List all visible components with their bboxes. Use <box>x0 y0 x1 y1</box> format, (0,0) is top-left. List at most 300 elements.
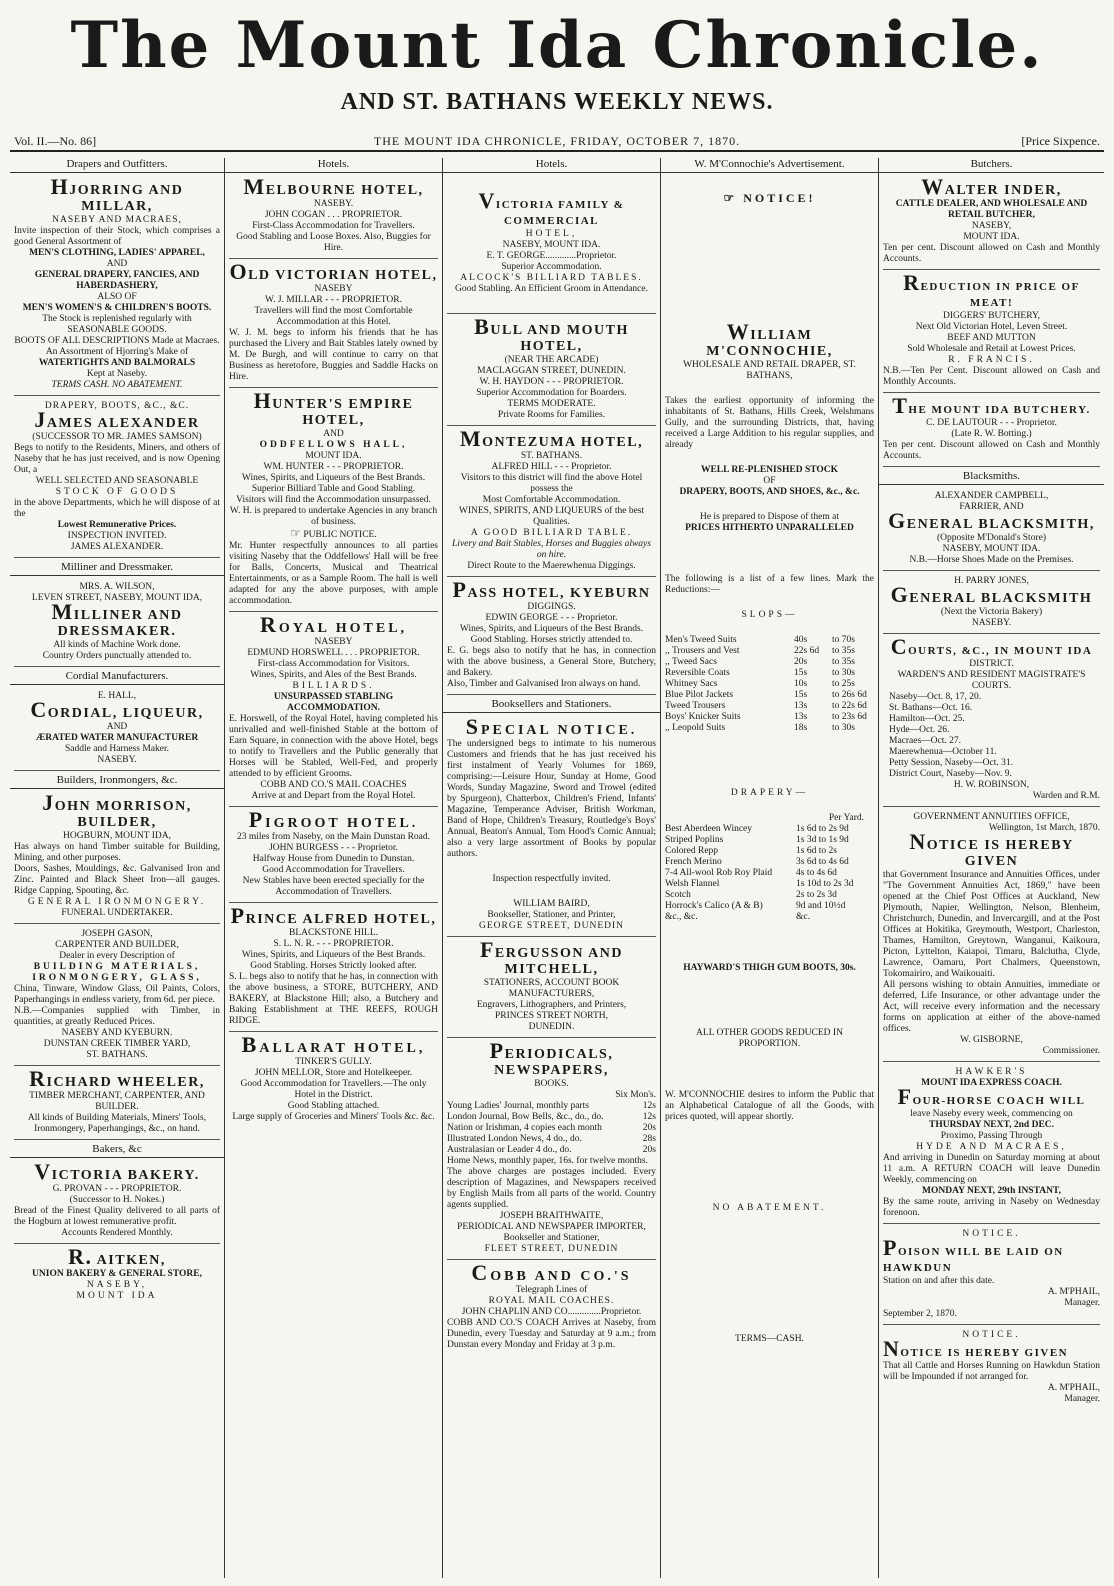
ad-name: JAMES ALEXANDER <box>34 407 200 432</box>
ad-line: New Stables have been erected specially for the Accommodation of Travellers. <box>242 876 425 897</box>
ad-line: NASEBY. <box>971 618 1012 628</box>
list-item <box>665 635 874 646</box>
ad-line: Engravers, Lithographers, and Printers, <box>476 1000 627 1010</box>
ad-line: MRS. A. WILSON, <box>79 582 155 592</box>
ad-line: Also, Timber and Galvanised Iron always on hand. <box>447 679 641 689</box>
ad-line: Visitors to this district will find the above Hotel possess the <box>460 473 643 494</box>
ad-line: September 2, 1870. <box>883 1309 957 1319</box>
periodicals-price-list <box>447 1101 656 1156</box>
ad-line: WATERTIGHTS AND BALMORALS <box>38 358 196 368</box>
item-price: 1s 3d to 1s 9d <box>796 835 849 845</box>
ad-wheeler <box>14 1066 220 1140</box>
ad-line: S. L. begs also to notify that he has, in connection with the above business, a STORE, BUTCHERY, AND BAKERY, at Blackstone Hill; also, a Butchery and Baking Establishment at THE REEFS, ROUGH RIDGE. <box>229 972 438 1026</box>
ad-name: VICTORIA FAMILY & COMMERCIAL <box>478 188 625 227</box>
item-price-to: to 35s <box>832 657 855 667</box>
ad-name: PIGROOT HOTEL. <box>248 807 419 832</box>
ad-line: PRICES HITHERTO UNPARALLELED <box>685 523 854 533</box>
ad-line: ALCOCK'S BILLIARD TABLES. <box>460 273 643 283</box>
ad-poison-notice <box>883 1227 1100 1325</box>
list-item <box>665 712 874 723</box>
ad-pigroot-hotel <box>229 807 438 903</box>
list-item <box>665 879 874 890</box>
ad-line: W. GISBORNE, <box>960 1035 1023 1045</box>
ad-line: (Opposite M'Donald's Store) <box>937 533 1046 543</box>
ad-line: COBB AND CO.'S MAIL COACHES <box>260 780 407 790</box>
ad-line: By the same route, arriving in Naseby on Wednesday forenoon. <box>883 1197 1100 1218</box>
ad-line: Invite inspection of their Stock, which comprises a good General Assortment of <box>14 226 220 247</box>
ad-line: ALFRED HILL - - - Proprietor. <box>491 462 612 472</box>
ad-line: BOOTS OF ALL DESCRIPTIONS Made at Macraes. <box>14 336 220 346</box>
ad-name: SPECIAL NOTICE. <box>465 714 638 739</box>
ad-line: FLEET STREET, DUNEDIN <box>484 1244 619 1254</box>
ad-diggers-butchery <box>883 270 1100 393</box>
item-price: 1s 6d to 2s 9d <box>796 824 849 834</box>
ad-line: W. J. MILLAR - - - PROPRIETOR. <box>265 295 402 305</box>
ad-line: GEORGE STREET, DUNEDIN <box>478 921 625 931</box>
ad-line: DRAPERY— <box>730 788 809 798</box>
list-item <box>665 701 874 712</box>
ad-line: OF <box>763 476 776 486</box>
list-item: Hamilton—Oct. 25. <box>889 714 965 724</box>
ad-name: BALLARAT HOTEL, <box>241 1032 426 1057</box>
section-heading: Blacksmiths. <box>879 470 1104 485</box>
ad-line: W. J. M. begs to inform his friends that he has purchased the Livery and Bait Stables lately owned by M. De Burgh, and will continue to carry on that Business as heretofore, Buggies and Saddle Hacks on Hire. <box>229 328 438 382</box>
ad-line: leave Naseby every week, commencing on <box>910 1109 1073 1119</box>
ad-line: Sold Wholesale and Retail at Lowest Prices. <box>907 344 1076 354</box>
ad-name: NOTICE IS HEREBY GIVEN <box>883 1336 1069 1361</box>
ad-line: NASEBY. <box>313 199 354 209</box>
ad-line: Arrive at and Depart from the Royal Hotel. <box>251 791 416 801</box>
ad-name: OLD VICTORIAN HOTEL, <box>229 259 438 284</box>
ad-inder <box>883 174 1100 270</box>
column-1 <box>10 158 225 1578</box>
ad-line: DISTRICT. <box>969 659 1014 669</box>
ad-line: Wellington, 1st March, 1870. <box>988 823 1100 833</box>
item-price: 20s <box>642 1145 656 1155</box>
item-name: ,, Tweed Sacs <box>665 657 717 667</box>
ad-name: HJORRING AND MILLAR, <box>50 174 184 214</box>
ad-line: HYDE AND MACRAES, <box>916 1142 1067 1152</box>
ad-line: HAYWARD'S THIGH GUM BOOTS, 30s. <box>683 963 856 973</box>
ad-line: HOGBURN, MOUNT IDA, <box>62 831 172 841</box>
ad-line: DUNSTAN CREEK TIMBER YARD, <box>43 1039 191 1049</box>
ad-line: All kinds of Machine Work done. <box>53 640 181 650</box>
ad-line: FUNERAL UNDERTAKER. <box>61 908 173 918</box>
ad-line: GENERAL IRONMONGERY. <box>27 897 207 907</box>
ad-line: A. M'PHAIL, <box>1047 1383 1100 1393</box>
ad-line: A. M'PHAIL, <box>1047 1287 1100 1297</box>
column-5 <box>879 158 1104 1578</box>
ad-name: BULL AND MOUTH HOTEL, <box>474 314 629 354</box>
slops-price-list <box>665 635 874 734</box>
ad-hall <box>14 689 220 771</box>
list-item <box>665 912 874 923</box>
ad-line: TIMBER MERCHANT, CARPENTER, AND BUILDER. <box>29 1091 205 1112</box>
list-item <box>665 690 874 701</box>
ad-line: JOHN MELLOR, Store and Hotelkeeper. <box>254 1068 413 1078</box>
ad-line: AND <box>106 722 128 732</box>
ad-line: Bookseller and Stationer, <box>503 1233 600 1243</box>
ad-line: ST. BATHANS. <box>520 451 583 461</box>
item-name: Boys' Knicker Suits <box>665 712 741 722</box>
ad-name: REDUCTION IN PRICE OF MEAT! <box>903 270 1080 309</box>
ad-royal-hotel <box>229 612 438 807</box>
ad-jones <box>883 574 1100 634</box>
ad-line: WILLIAM BAIRD, <box>513 899 590 909</box>
ad-line: GENERAL DRAPERY, FANCIES, AND HABERDASHERY, <box>34 270 200 291</box>
ad-line: Good Stabling. An Efficient Groom in Attendance. <box>455 284 648 294</box>
ad-old-victorian-hotel <box>229 259 438 388</box>
ad-name: PERIODICALS, NEWSPAPERS, <box>489 1038 614 1078</box>
ad-line: MOUNT IDA EXPRESS COACH. <box>921 1078 1062 1088</box>
ad-bull-and-mouth-hotel <box>447 314 656 426</box>
ad-line: N.B.—Ten Per Cent. Discount allowed on Cash and Monthly Accounts. <box>883 366 1100 387</box>
ad-melbourne-hotel <box>229 174 438 259</box>
list-item <box>447 1101 656 1112</box>
section-heading: W. M'Connochie's Advertisement. <box>661 158 878 173</box>
list-item <box>665 723 874 734</box>
ad-name: HUNTER'S EMPIRE HOTEL, <box>253 388 414 428</box>
courts-schedule <box>883 692 1100 780</box>
ad-line: A GOOD BILLIARD TABLE. <box>470 528 633 538</box>
ad-line: Station on and after this date. <box>883 1276 995 1286</box>
ad-morrison <box>14 790 220 924</box>
item-name: Australasian or Leader 4 do., do. <box>447 1145 572 1155</box>
ad-line: N.B.—Horse Shoes Made on the Premises. <box>909 555 1074 565</box>
ad-line: PRINCES STREET NORTH, <box>494 1011 608 1021</box>
ad-name: THE MOUNT IDA BUTCHERY. <box>892 393 1091 418</box>
ad-line: E. HALL, <box>97 691 137 701</box>
ad-line: CARPENTER AND BUILDER, <box>55 940 179 950</box>
item-name: London Journal, Bow Bells, &c., do., do. <box>447 1112 604 1122</box>
ad-line: MEN'S WOMEN'S & CHILDREN'S BOOTS. <box>22 303 212 313</box>
section-heading: Booksellers and Stationers. <box>443 698 660 713</box>
item-name: Striped Poplins <box>665 835 724 845</box>
ad-line: NASEBY, <box>971 221 1012 231</box>
ad-line: BEEF AND MUTTON <box>947 333 1036 343</box>
ad-line: CATTLE DEALER, AND WHOLESALE AND RETAIL BUTCHER, <box>895 199 1088 220</box>
issue-price: [Price Sixpence. <box>1021 134 1100 148</box>
ad-montezuma-hotel <box>447 426 656 577</box>
ad-line: G. PROVAN - - - PROPRIETOR. <box>52 1184 182 1194</box>
ad-name: FERGUSSON AND MITCHELL, <box>479 937 624 977</box>
ad-name: PRINCE ALFRED HOTEL, <box>230 903 437 928</box>
list-item <box>665 846 874 857</box>
ad-line: TERMS CASH. NO ABATEMENT. <box>51 380 183 390</box>
ad-line: Six Mon's. <box>615 1090 656 1100</box>
item-price: 20s <box>642 1123 656 1133</box>
ad-line: HAWKER'S <box>955 1067 1028 1077</box>
ad-line: The Stock is replenished regularly with SEASONABLE GOODS. <box>42 314 192 335</box>
ad-line: HOTEL, <box>525 229 578 239</box>
ad-line: COBB AND CO.'S COACH Arrives at Naseby, from Dunedin, every Tuesday and Saturday at 9 a.m.; from Dunstan every Monday and Friday at 3 p.m. <box>447 1318 656 1350</box>
ad-line: DRAPERY, BOOTS, AND SHOES, &c., &c. <box>679 487 860 497</box>
ad-line: AND <box>106 259 128 269</box>
list-item <box>665 857 874 868</box>
ad-special-notice <box>447 714 656 937</box>
list-item <box>665 890 874 901</box>
ad-line: NASEBY. <box>97 755 137 765</box>
item-name: Illustrated London News, 4 do., do. <box>447 1134 582 1144</box>
item-name: 7-4 All-wool Rob Roy Plaid <box>665 868 773 878</box>
list-item <box>665 646 874 657</box>
item-name: ,, Trousers and Vest <box>665 646 740 656</box>
ad-line: The following is a list of a few lines. Mark the Reductions:— <box>665 574 874 595</box>
item-name: Horrock's Calico (A & B) <box>665 901 763 911</box>
ad-line: ALL OTHER GOODS REDUCED IN PROPORTION. <box>696 1028 843 1049</box>
ad-annuities <box>883 810 1100 1062</box>
item-name: Young Ladies' Journal, monthly parts <box>447 1101 589 1111</box>
ad-line: Mr. Hunter respectfully announces to all parties visiting Naseby that the Oddfellows' Hall will be free for Balls, Concerts, Musical and Theatrical Entertainments, or as a Sample Room. The hall is well adapted for any the above purposes, with ample accommodation. <box>229 541 438 606</box>
list-item: District Court, Naseby—Nov. 9. <box>889 769 1012 779</box>
ad-line: Superior Billiard Table and Good Stabling. <box>251 484 416 494</box>
ad-name: COBB AND CO.'S <box>471 1260 632 1285</box>
ad-line: ODDFELLOWS HALL, <box>259 440 408 450</box>
ad-name: COURTS, &C., IN MOUNT IDA <box>890 634 1093 659</box>
ad-line: NASEBY <box>314 637 353 647</box>
ad-hunters-hotel <box>229 388 438 612</box>
section-heading: Hotels. <box>225 158 442 173</box>
ad-victoria-family-hotel <box>447 177 656 314</box>
item-price-from: 13s <box>794 712 808 722</box>
item-price: 12s <box>642 1112 656 1122</box>
ad-line: Telegraph Lines of <box>515 1285 588 1295</box>
ad-line: Wines, Spirits, and Liqueurs of the Best Brands. <box>241 473 426 483</box>
item-price: 2s to 2s 3d <box>796 890 837 900</box>
masthead-title: The Mount Ida Chronicle. <box>70 8 1044 83</box>
ad-line: Wines, Spirits, and Liqueurs of the Best Brands. <box>459 624 644 634</box>
ad-line: Visitors will find the Accommodation unsurpassed. <box>236 495 431 505</box>
ad-name: MONTEZUMA HOTEL, <box>459 426 644 451</box>
section-heading: Cordial Manufacturers. <box>10 670 224 685</box>
ad-line: Inspection respectfully invited. <box>492 874 611 884</box>
ad-line: Takes the earliest opportunity of informing the inhabitants of St. Bathans, Hills Creek, Welshmans Gully, and the surrounding Districts, that, having received a Large Addition to his regular supplies, and already <box>665 396 874 450</box>
ad-line: MONDAY NEXT, 29th INSTANT, <box>922 1186 1061 1196</box>
ad-ballarat-hotel <box>229 1032 438 1127</box>
ad-line: Travellers will find the most Comfortable Accommodation at this Hotel. <box>254 306 413 327</box>
list-item <box>665 657 874 668</box>
ad-pass-hotel <box>447 577 656 695</box>
ad-line: Lowest Remunerative Prices. <box>57 520 177 530</box>
ad-line: MOUNT IDA <box>76 1291 158 1301</box>
item-price: 1s 6d to 2s <box>796 846 837 856</box>
list-item <box>665 824 874 835</box>
list-item: Macraes—Oct. 27. <box>889 736 962 746</box>
ad-line: AND <box>323 429 344 439</box>
ad-line: BUILDING MATERIALS, <box>33 962 201 972</box>
ad-line: H. PARRY JONES, <box>954 576 1029 586</box>
ad-line: ST. BATHANS. <box>86 1050 148 1060</box>
section-heading: Bakers, &c <box>10 1143 224 1158</box>
ad-gason <box>14 927 220 1066</box>
item-price-from: 40s <box>794 635 808 645</box>
ad-name: WALTER INDER, <box>921 174 1062 199</box>
ad-mconnochie <box>665 177 874 1349</box>
section-heading: Hotels. <box>443 158 660 173</box>
ad-line: NASEBY, <box>86 1280 148 1290</box>
ad-line: DUNEDIN. <box>528 1022 575 1032</box>
list-item <box>447 1123 656 1134</box>
item-price-from: 10s <box>794 679 808 689</box>
list-item <box>447 1145 656 1156</box>
ad-victoria-bakery <box>14 1159 220 1244</box>
ad-name: R. AITKEN, <box>68 1244 166 1269</box>
ad-line: JAMES ALEXANDER. <box>70 542 164 552</box>
ad-line: Large supply of Groceries and Miners' Tools &c. &c. <box>232 1112 435 1122</box>
ad-line: Kept at Naseby. <box>86 369 148 379</box>
ad-line: NOTICE! <box>743 191 816 205</box>
ad-name: FOUR-HORSE COACH WILL <box>897 1084 1086 1109</box>
list-item <box>665 901 874 912</box>
ad-line: (Late R. W. Botting.) <box>951 429 1032 439</box>
ad-line: NO ABATEMENT. <box>712 1203 827 1213</box>
ad-line: (Next the Victoria Bakery) <box>940 607 1043 617</box>
ad-line: ALSO OF <box>97 292 137 302</box>
ad-line: An Assortment of Hjorring's Make of <box>45 347 189 357</box>
item-price-to: to 26s 6d <box>832 690 867 700</box>
ad-line: Saddle and Harness Maker. <box>65 744 169 754</box>
item-price-to: to 23s 6d <box>832 712 867 722</box>
ad-line: (NEAR THE ARCADE) <box>504 355 599 365</box>
ad-line: Bookseller, Stationer, and Printer, <box>487 910 616 920</box>
ad-line: Manager. <box>1064 1298 1100 1308</box>
ad-line: WM. HUNTER - - - PROPRIETOR. <box>263 462 404 472</box>
item-price: 28s <box>642 1134 656 1144</box>
ad-line: (SUCCESSOR TO MR. JAMES SAMSON) <box>32 432 202 442</box>
ad-line: And arriving in Dunedin on Saturday morning at about 11 a.m. A RETURN COACH will leave Dunedin Weekly, commencing on <box>883 1153 1100 1185</box>
ad-line: Proximo, Passing Through <box>940 1131 1043 1141</box>
ad-line: Good Stabling and Loose Boxes. Also, Buggies for Hire. <box>236 232 431 253</box>
ad-line: Direct Route to the Maerewhenua Diggings. <box>467 561 636 571</box>
ad-line: INSPECTION INVITED. <box>67 531 167 541</box>
issue-date: THE MOUNT IDA CHRONICLE, FRIDAY, OCTOBER 7, 1870. <box>373 134 741 148</box>
ad-name: VICTORIA BAKERY. <box>34 1159 200 1184</box>
item-price-to: to 30s <box>832 668 855 678</box>
ad-line: Warden and R.M. <box>1032 791 1100 801</box>
masthead-subtitle: AND ST. BATHANS WEEKLY NEWS. <box>340 89 774 115</box>
ad-line: All persons wishing to obtain Annuities, immediate or deferred, Life Insurance, or other advantage under the Act, will receive every information and the necessary forms on application at either of the above-named offices. <box>883 980 1100 1034</box>
ad-line: China, Tinware, Window Glass, Oil Paints, Colors, Paperhangings in endless variety, from 6d. per piece. <box>14 984 220 1005</box>
item-name: French Merino <box>665 857 722 867</box>
item-price: 9d and 10½d <box>796 901 846 911</box>
column-3 <box>443 158 661 1578</box>
ad-line: W. H. HAYDON - - - PROPRIETOR. <box>479 377 624 387</box>
list-item: St. Bathans—Oct. 16. <box>889 703 973 713</box>
section-heading: Drapers and Outfitters. <box>10 158 224 173</box>
ad-line: All kinds of Building Materials, Miners' Tools, Ironmongery, Paperhangings, &c., on hand. <box>27 1113 207 1134</box>
ad-line: First-Class Accommodation for Travellers. <box>252 221 415 231</box>
list-item <box>665 679 874 690</box>
ad-line: TERMS MODERATE. <box>507 399 596 409</box>
item-price-from: 15s <box>794 690 808 700</box>
ad-line: S. L. N. R. - - - PROPRIETOR. <box>273 939 394 949</box>
item-price-to: to 22s 6d <box>832 701 867 711</box>
ad-name: MILLINER AND DRESSMAKER. <box>51 599 183 639</box>
ad-line: Commissioner. <box>1042 1046 1100 1056</box>
pointing-hand-icon: ☞ <box>290 526 301 540</box>
ad-line: UNSURPASSED STABLING ACCOMMODATION. <box>273 692 394 713</box>
ad-line: GOVERNMENT ANNUITIES OFFICE, <box>913 812 1070 822</box>
ad-line: in the above Departments, which he will dispose of at the <box>14 498 220 519</box>
section-heading: Milliner and Dressmaker. <box>10 561 224 576</box>
ad-line: The undersigned begs to intimate to his numerous Customers and friends that he has just received his first instalment of Yearly Volumes for 1869, comprising:—Leisure Hour, Sunday at Home, Good Words, Sunday Magazine, Sword and Trowel (edited by Spurgeon), Chatterbox, Children's Friend, Infants' Magazine, Temperance Adviser, British Workman, Band of Hope, Children's Treasury, Routledge's Boys' Annual, Beaton's Annual, Tom Hood's Comic Annual; also a very large assortment of Books by popular authors. <box>447 739 656 859</box>
list-item <box>447 1134 656 1145</box>
ad-line: FARRIER, AND <box>959 502 1024 512</box>
ad-line: Doors, Sashes, Mouldings, &c. Galvanised Iron and Zinc. Painted and Black Sheet Iron—all gauges. Ridge Capping, Spouting, &c. <box>14 864 220 896</box>
ad-line: JOHN BURGESS - - - Proprietor. <box>269 843 398 853</box>
ad-line: Home News, monthly paper, 16s. for twelve months. <box>447 1156 648 1166</box>
ad-line: First-class Accommodation for Visitors. <box>257 659 410 669</box>
ad-line: WARDEN'S AND RESIDENT MAGISTRATE'S COURTS. <box>897 670 1086 691</box>
ad-line: 23 miles from Naseby, on the Main Dunstan Road. <box>236 832 431 842</box>
item-price-to: to 30s <box>832 723 855 733</box>
item-price-from: 22s 6d <box>794 646 820 656</box>
volume-number: Vol. II.—No. 86] <box>14 134 97 148</box>
item-price-from: 15s <box>794 668 808 678</box>
list-item: Naseby—Oct. 8, 17, 20. <box>889 692 982 702</box>
ad-line: ALEXANDER CAMPBELL, <box>934 491 1049 501</box>
ad-line: Superior Accommodation for Boarders. <box>476 388 627 398</box>
ad-line: NASEBY <box>314 284 353 294</box>
list-item <box>665 668 874 679</box>
section-heading: Butchers. <box>879 158 1104 173</box>
ad-name: NOTICE IS HEREBY GIVEN <box>909 829 1074 869</box>
item-name: ,, Leopold Suits <box>665 723 726 733</box>
item-price: &c. <box>796 912 810 922</box>
item-price: 1s 10d to 2s 3d <box>796 879 854 889</box>
ad-line: The above charges are postages included. Every description of Magazines, and Newspapers received by English Mails from all parts of the world. Country agents supplied. <box>447 1167 656 1210</box>
ad-cobb-and-co <box>447 1260 656 1355</box>
dateline <box>10 134 1104 152</box>
ad-line: IRONMONGERY, GLASS, <box>32 973 202 983</box>
ad-line: Good Accommodation for Travellers.—The only Hotel in the District. <box>240 1079 427 1100</box>
ad-line: Next Old Victorian Hotel, Leven Street. <box>915 322 1068 332</box>
ad-line: TINKER'S GULLY. <box>295 1057 372 1067</box>
ad-line: Ten per cent. Discount allowed on Cash and Monthly Accounts. <box>883 440 1100 461</box>
ad-line: Country Orders punctually attended to. <box>42 651 192 661</box>
ad-line: Wines, Spirits, and Liqueurs of the Best Brands. <box>241 950 426 960</box>
list-item: Maerewhenua—October 11. <box>889 747 997 757</box>
ad-line: He is prepared to Dispose of them at <box>699 512 840 522</box>
item-price-to: to 35s <box>832 646 855 656</box>
ad-line: STOCK OF GOODS <box>55 487 179 497</box>
ad-line: DIGGINGS. <box>527 602 576 612</box>
ad-line: WELL RE-PLENISHED STOCK <box>700 465 839 475</box>
ad-line: Manager. <box>1064 1394 1100 1404</box>
ad-line: JOSEPH BRAITHWAITE, <box>499 1211 604 1221</box>
ad-line: Has always on hand Timber suitable for Building, Mining, and other purposes. <box>14 842 220 863</box>
column-2 <box>225 158 443 1578</box>
drapery-price-list <box>665 824 874 923</box>
ad-name: WILLIAM M'CONNOCHIE, <box>706 319 833 359</box>
ad-line: STATIONERS, ACCOUNT BOOK MANUFACTURERS, <box>483 978 620 999</box>
ad-line: Accounts Rendered Monthly. <box>61 1228 173 1238</box>
ad-line: MOUNT IDA. <box>305 451 362 461</box>
ad-line: H. W. ROBINSON, <box>953 780 1030 790</box>
ad-name: POISON WILL BE LAID ON HAWKDUN <box>883 1235 1064 1274</box>
ad-name: RICHARD WHEELER, <box>29 1066 205 1091</box>
ad-hjorring <box>14 174 220 396</box>
ad-line: WHOLESALE AND RETAIL DRAPER, ST. BATHANS, <box>683 360 856 381</box>
item-price-from: 20s <box>794 657 808 667</box>
item-name: Welsh Flannel <box>665 879 720 889</box>
ad-line: Bread of the Finest Quality delivered to all parts of the Hogburn at lowest remunerative profit. <box>14 1206 220 1227</box>
pointing-hand-icon: ☞ <box>723 191 738 205</box>
ad-line: BOOKS. <box>534 1079 569 1089</box>
ad-line: JOHN COGAN . . . PROPRIETOR. <box>264 210 403 220</box>
ad-line: PUBLIC NOTICE. <box>303 530 377 540</box>
ad-line: Begs to notify to the Residents, Miners, and others of Naseby that he has just received, and is now Opening Out, a <box>14 443 220 475</box>
